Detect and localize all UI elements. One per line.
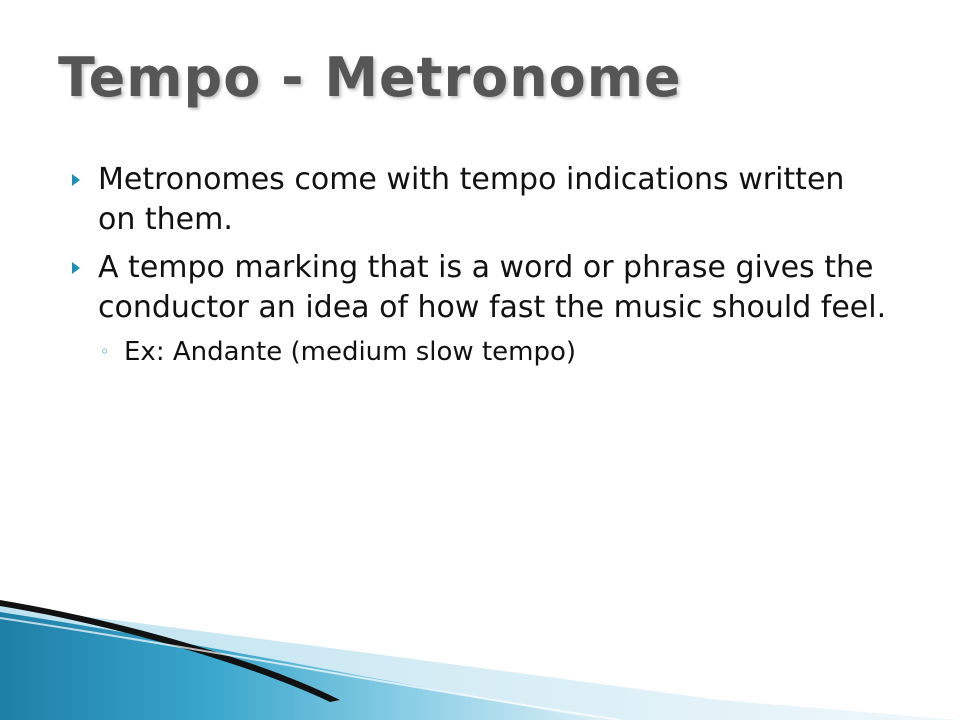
- bullet-item: [70, 248, 890, 328]
- sub-bullet-item: [98, 334, 890, 370]
- bullet-item: [70, 160, 890, 240]
- triangle-bullet-icon: [72, 174, 80, 186]
- slide-title: Tempo - Metronome: [58, 46, 682, 109]
- slide-content: [70, 160, 890, 370]
- bullet-text: Metronomes come with tempo indications written on them.: [98, 162, 845, 237]
- circle-bullet-icon: ◦: [100, 342, 110, 361]
- wave-blue-band: [0, 612, 600, 720]
- bullet-text: A tempo marking that is a word or phrase gives the conductor an idea of how fast the music should feel.: [98, 250, 887, 325]
- triangle-bullet-icon: [72, 262, 80, 274]
- sub-bullet-text: Ex: Andante (medium slow tempo): [124, 337, 577, 367]
